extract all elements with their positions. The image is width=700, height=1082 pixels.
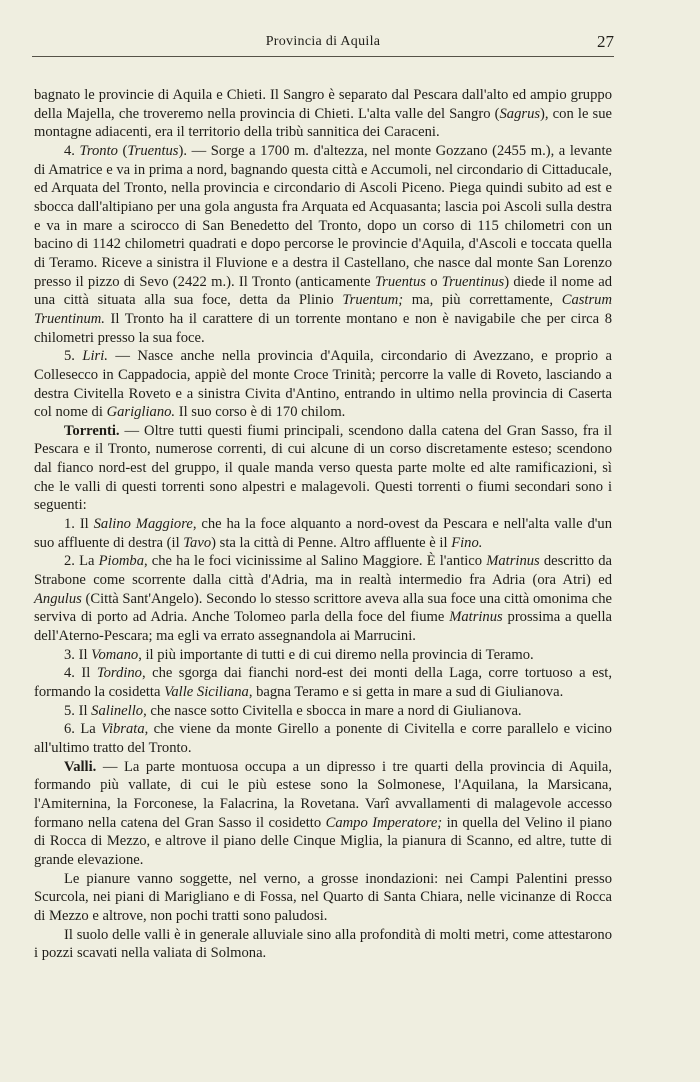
italic-text: Campo Imperatore; — [325, 814, 443, 831]
text-run: Il Tronto ha il carattere di un torrente montano e non è navigabile che per circa 8 chilometri presso la sua foce. — [34, 310, 612, 346]
text-run: 5. Il — [64, 702, 92, 719]
italic-text: Liri. — [82, 348, 108, 365]
text-run: , il più importante di tutti e di cui diremo nella provincia di Teramo. — [138, 646, 534, 663]
text-run: 6. La — [64, 721, 102, 738]
italic-text: Tavo — [183, 534, 212, 551]
italic-text: Truentus — [374, 273, 426, 290]
paragraph — [34, 870, 612, 926]
text-run: , che viene da monte Girello a ponente di Civitella e corre parallelo e vicino all'ultimo tratto del Tronto. — [34, 721, 612, 756]
italic-text: Truentum; — [342, 292, 404, 309]
paragraph — [34, 86, 612, 142]
page-number: 27 — [597, 32, 614, 51]
text-run: Il suo corso è di 170 chilom. — [175, 404, 346, 421]
text-run: o — [425, 273, 442, 290]
text-run: ) diede il nome ad una città situata alla sua foce, detta da Plinio — [34, 273, 613, 309]
text-run: 5. — [64, 348, 83, 365]
text-run: 2. La — [64, 553, 99, 570]
italic-text: Garigliano. — [106, 404, 176, 421]
text-run: — Oltre tutti questi fiumi principali, scendono dalla catena del Gran Sasso, fra il Pescara e il Tronto, numerose correnti, di cui alcune di un corso discretamente esteso; scendono dal fianco nord-est del gruppo, il quale manda verso questa parte molte ed alte ramificazioni, sì che le valli di questi torrenti sono alpestri e malagevoli. Questi torrenti o fiumi secondari sono i seguenti: — [34, 422, 612, 514]
text-run: 3. Il — [64, 646, 92, 663]
text-run: 4. — [64, 142, 80, 159]
italic-text: Tronto — [79, 142, 118, 159]
text-run: Il suolo delle valli è in generale alluviale sino alla profondità di molti metri, come attestarono i pozzi scavati nella valiata di Solmona. — [34, 926, 612, 962]
italic-text: Piomba — [98, 553, 144, 570]
italic-text: Vomano — [91, 646, 139, 663]
text-run: ) sta la città di Penne. Altro affluente è il — [211, 534, 452, 551]
italic-text: Matrinus — [486, 553, 540, 570]
text-run: 4. Il — [64, 665, 97, 682]
text-run: in quella del Velino il piano di Rocca di Mezzo, e altrove il piano delle Cinque Miglia, la pianura di Scanno, ed altre, tutte di grande elevazione. — [34, 814, 612, 868]
text-run: , bagna Teramo e si getta in mare a sud di Giulianova. — [248, 684, 564, 700]
text-run: ). — Sorge a 1700 m. d'altezza, nel monte Gozzano (2455 m.), a levante di Amatrice e va in prima a nord, bagnando questa città e Accumoli, nel circondario di Cittaducale, ed Arquata del Tronto, nella provincia e circondario di Ascoli Piceno. Piega quindi subito ad est e sbocca dall'altipiano per una gola angusta fra Arquata ed Acquasanta; lascia poi Ascoli sulla destra e va in mare a scirocco di San Benedetto del Tronto, dopo un corso di 115 chilometri con un bacino di 1142 chilometri quadrati e dopo percorse le provincie d'Aquila, d'Ascoli e toccata quella di Teramo. Riceve a sinistra il Fluvione e a destra il Castellano, che nasce dal monte San Lorenzo presso il pizzo di Sevo (2422 m.). Il Tronto (anticamente — [34, 142, 613, 290]
italic-text: Matrinus — [449, 609, 503, 626]
italic-text: Angulus — [34, 590, 82, 607]
bold-heading: Torrenti. — [64, 422, 120, 439]
italic-text: Valle Siciliana — [164, 684, 249, 700]
header-title: Provincia di Aquila — [265, 34, 381, 49]
paragraph — [34, 515, 612, 552]
italic-text: Truentinus — [441, 273, 505, 290]
italic-text: Salinello — [91, 702, 144, 719]
paragraph — [34, 758, 612, 870]
paragraph — [34, 552, 612, 645]
italic-text: Tordino — [96, 665, 142, 682]
paragraph — [34, 142, 612, 347]
text-run: descritto da Strabone come scorrente dalla città d'Adria, ma in realtà intermedio fra Adria (ora Atri) ed — [34, 553, 612, 589]
text-run: , che ha le foci vicinissime al Salino Maggiore. È l'antico — [144, 553, 487, 570]
text-run: prossima a quella dell'Aterno-Pescara; ma egli va errato assegnandola ai Marrucini. — [34, 609, 612, 645]
paragraph — [34, 422, 612, 515]
italic-text: Castrum Truentinum. — [34, 292, 612, 327]
text-run: Le pianure vanno soggette, nel verno, a grosse inondazioni: nei Campi Palentini presso Scurcola, nei piani di Marigliano e di Fossa, nel Quarto di Santa Chiara, nelle vicinanze di Rocca di Mezzo e altrove, non pochi tratti sono paludosi. — [34, 870, 612, 924]
text-run: ), con le sue montagne adiacenti, era il territorio della tribù sannitica dei Caraceni. — [34, 105, 612, 141]
italic-text: Sagrus — [499, 105, 541, 122]
italic-text: Truentus — [127, 142, 179, 159]
paragraph — [34, 347, 612, 422]
text-run: 1. Il — [64, 516, 94, 533]
text-run: (Città Sant'Angelo). Secondo lo stesso scrittore aveva alla sua foce una città omonima che serviva di porto ad Adria. Anche Tolomeo parla della foce del fiume — [34, 590, 612, 626]
text-run: , che ha la foce alquanto a nord-ovest da Pescara e nell'alta valle d'un suo affluente di destra (il — [34, 516, 612, 551]
bold-heading: Valli. — [64, 758, 97, 775]
paragraph — [34, 720, 612, 757]
text-run: , che sgorga dai fianchi nord-est dei monti della Laga, corre tortuoso a est, formando la cosidetta — [34, 665, 612, 700]
italic-text: Fino. — [451, 534, 483, 551]
running-header — [32, 34, 614, 57]
paragraph — [34, 646, 612, 665]
text-run: ( — [117, 142, 128, 159]
paragraph — [34, 926, 612, 963]
italic-text: Vibrata — [101, 721, 145, 738]
italic-text: Salino Maggiore — [93, 516, 193, 533]
paragraph — [34, 664, 612, 701]
body-text — [34, 86, 612, 963]
text-run: — La parte montuosa occupa a un dipresso i tre quarti della provincia di Aquila, formando più vallate, di cui le più estese sono la Solmonese, l'Aquilana, la Marsicana, l'Amiternina, la Forconese, la Falacrina, la Rovetana. Varî avvallamenti di malagevole accesso formano nella catena del Gran Sasso il cosidetto — [34, 758, 612, 831]
paragraph — [34, 702, 612, 721]
text-run: , che nasce sotto Civitella e sbocca in mare a nord di Giulianova. — [143, 702, 522, 719]
text-run: ma, più correttamente, — [403, 292, 562, 309]
text-run: bagnato le provincie di Aquila e Chieti. Il Sangro è separato dal Pescara dall'alto ed ampio gruppo della Majella, che troveremo nella provincia di Chieti. L'alta valle del Sangro ( — [34, 87, 612, 122]
text-run: — Nasce anche nella provincia d'Aquila, circondario di Avezzano, e proprio a Collesecco in Cappadocia, appiè del monte Croce Trinità; percorre la valle di Roveto, lasciando a destra Civitella Roveto e a sinistra Civita d'Antino, entrando in ultimo nella provincia di Caserta col nome di — [34, 348, 613, 421]
